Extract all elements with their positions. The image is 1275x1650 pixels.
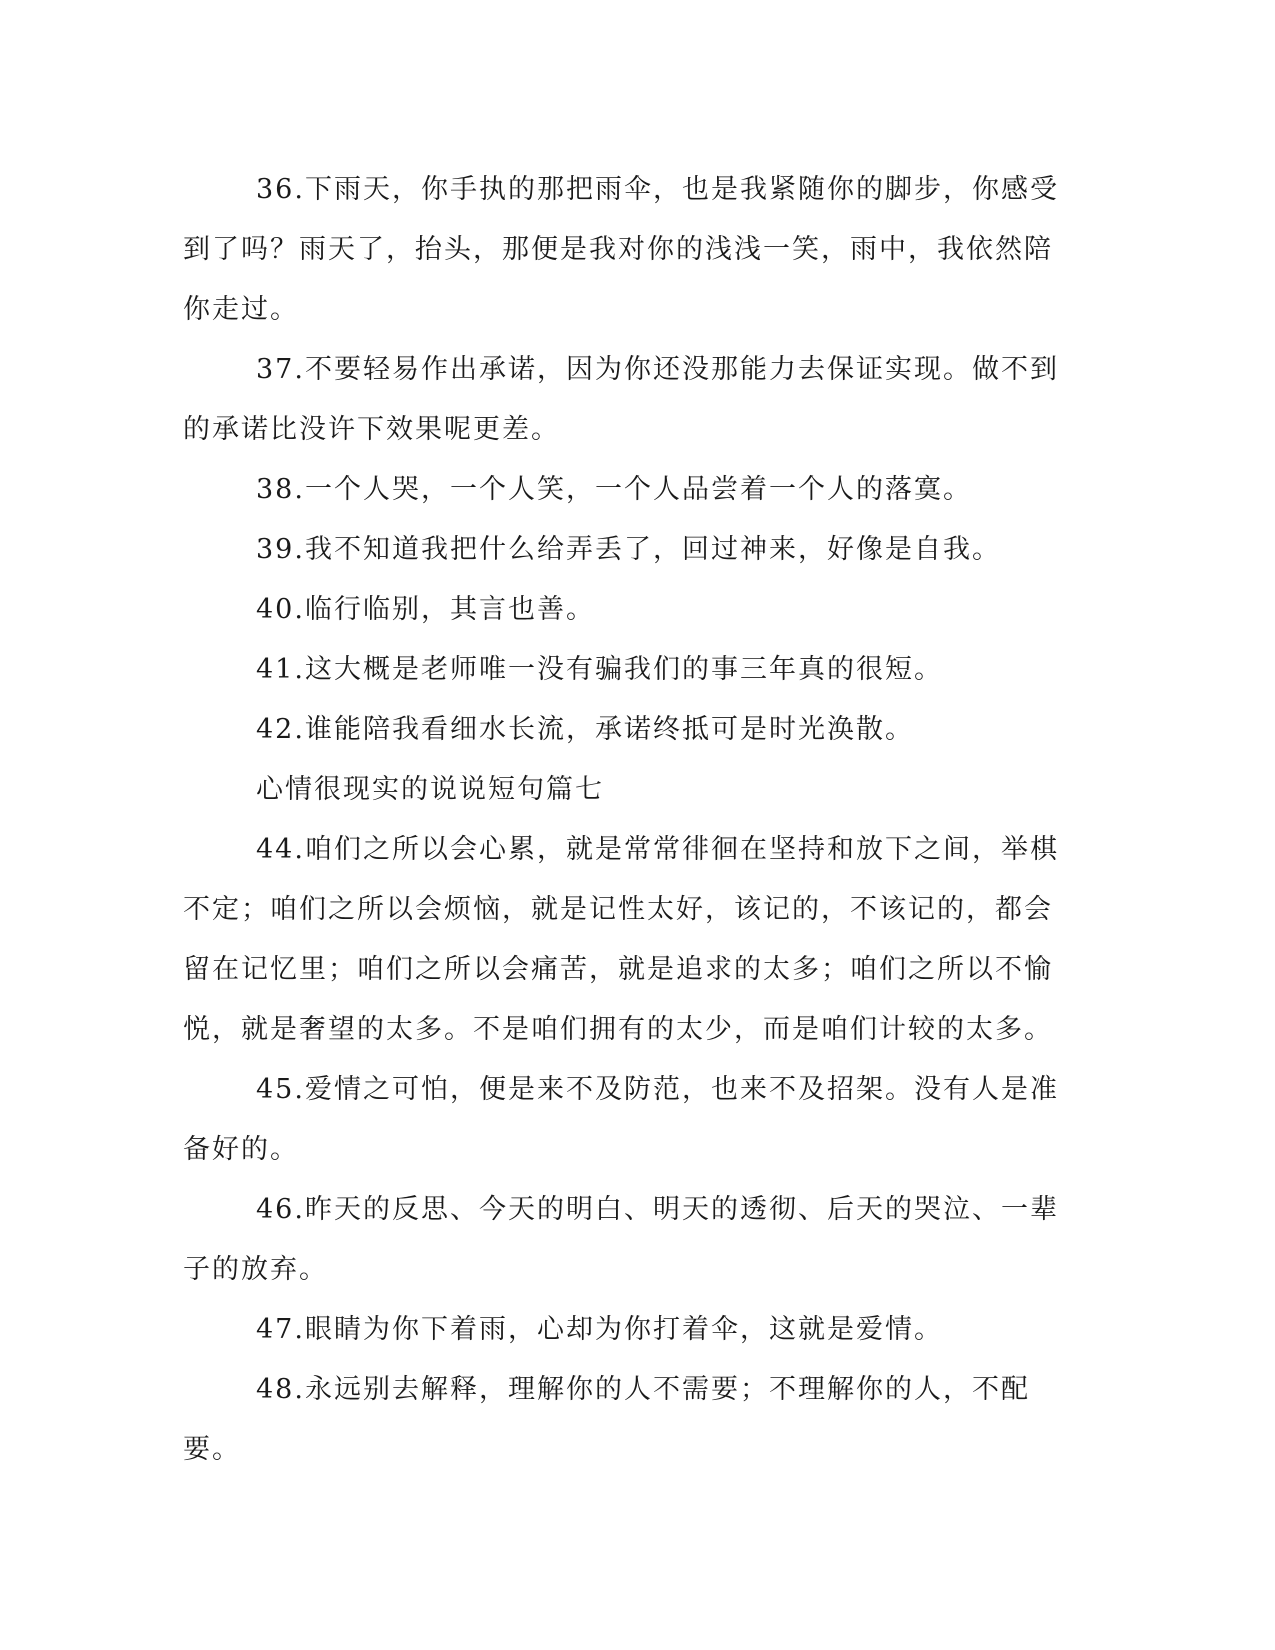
paragraph-42: 42.谁能陪我看细水长流，承诺终抵可是时光涣散。 [256,714,914,745]
paragraph-36: 36.下雨天，你手执的那把雨伞，也是我紧随你的脚步，你感受到了吗？雨天了，抬头，那便是我对你的浅浅一笑，雨中，我依然陪你走过。 [183,174,1059,325]
paragraph-41: 41.这大概是老师唯一没有骗我们的事三年真的很短。 [256,654,943,685]
paragraph-39: 39.我不知道我把什么给弄丢了，回过神来，好像是自我。 [256,534,1001,565]
paragraph-46: 46.昨天的反思、今天的明白、明天的透彻、后天的哭泣、一辈子的放弃。 [183,1194,1059,1285]
paragraph-44: 44.咱们之所以会心累，就是常常徘徊在坚持和放下之间，举棋不定；咱们之所以会烦恼，就是记性太好，该记的，不该记的，都会留在记忆里；咱们之所以会痛苦，就是追求的太多；咱们之所以不愉悦，就是奢望的太多。不是咱们拥有的太少，而是咱们计较的太多。 [183,834,1059,1045]
paragraph-40: 40.临行临别，其言也善。 [256,594,595,625]
paragraph-37: 37.不要轻易作出承诺，因为你还没那能力去保证实现。做不到的承诺比没许下效果呢更差。 [183,354,1059,445]
paragraph-48: 48.永远别去解释，理解你的人不需要；不理解你的人，不配要。 [183,1374,1030,1465]
paragraph-38: 38.一个人哭，一个人笑，一个人品尝着一个人的落寞。 [256,474,972,505]
paragraph-47: 47.眼睛为你下着雨，心却为你打着伞，这就是爱情。 [256,1314,943,1345]
document-body [183,160,1063,1480]
section-heading: 心情很现实的说说短句篇七 [256,774,604,805]
paragraph-45: 45.爱情之可怕，便是来不及防范，也来不及招架。没有人是准备好的。 [183,1074,1059,1165]
